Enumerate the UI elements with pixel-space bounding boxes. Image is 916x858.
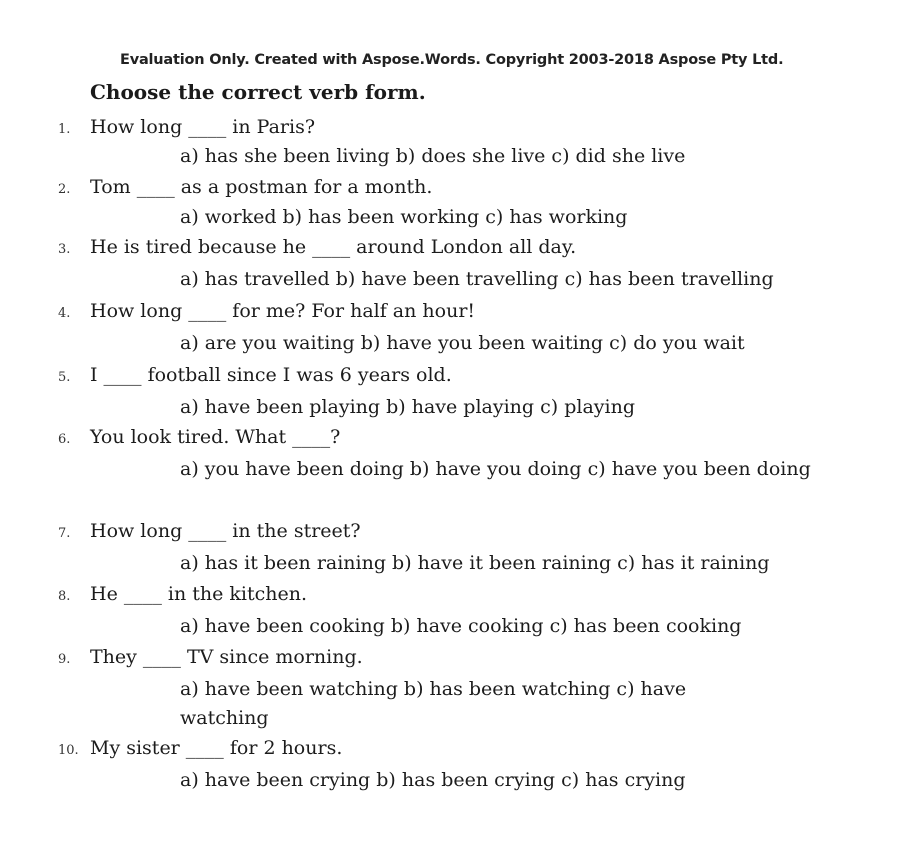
question-item [0,176,916,206]
question-text: I ____ football since I was 6 years old. [90,364,452,386]
question-number: 6. [58,432,71,447]
question-options: a) are you waiting b) have you been waiting c) do you wait [180,332,745,354]
question-text: How long ____ in the street? [90,520,361,542]
question-text: You look tired. What ____? [90,426,341,448]
question-options: a) has she been living b) does she live c) did she live [180,145,686,167]
question-text: How long ____ in Paris? [90,116,316,138]
question-item [0,583,916,613]
question-options: a) has travelled b) have been travelling c) has been travelling [180,268,774,290]
question-number: 3. [58,242,71,257]
question-number: 9. [58,652,71,667]
question-text: How long ____ for me? For half an hour! [90,300,476,322]
question-options: a) have been playing b) have playing c) playing [180,396,635,418]
question-item [0,737,916,767]
question-number: 8. [58,589,71,604]
question-text: Tom ____ as a postman for a month. [90,176,433,198]
question-options: a) have been watching b) has been watching c) have watching [180,678,687,729]
question-item [0,520,916,550]
question-item [0,300,916,330]
question-number: 4. [58,306,71,321]
question-options: a) you have been doing b) have you doing c) have you been doing [180,458,811,480]
question-item [0,426,916,456]
question-options: a) have been crying b) has been crying c) has crying [180,769,686,791]
watermark-text: Evaluation Only. Created with Aspose.Words. Copyright 2003-2018 Aspose Pty Ltd. [120,52,784,68]
exercise-heading: Choose the correct verb form. [90,80,426,104]
question-item [0,364,916,394]
question-item [0,236,916,266]
question-text: My sister ____ for 2 hours. [90,737,343,759]
question-number: 5. [58,370,71,385]
question-item [0,646,916,676]
question-number: 1. [58,122,71,137]
question-number: 2. [58,182,71,197]
question-options: a) have been cooking b) have cooking c) has been cooking [180,615,742,637]
question-number: 10. [58,743,79,758]
question-options: a) has it been raining b) have it been raining c) has it raining [180,552,770,574]
question-number: 7. [58,526,71,541]
question-text: He is tired because he ____ around London all day. [90,236,577,258]
question-text: They ____ TV since morning. [90,646,363,668]
question-text: He ____ in the kitchen. [90,583,308,605]
question-options: a) worked b) has been working c) has working [180,206,628,228]
